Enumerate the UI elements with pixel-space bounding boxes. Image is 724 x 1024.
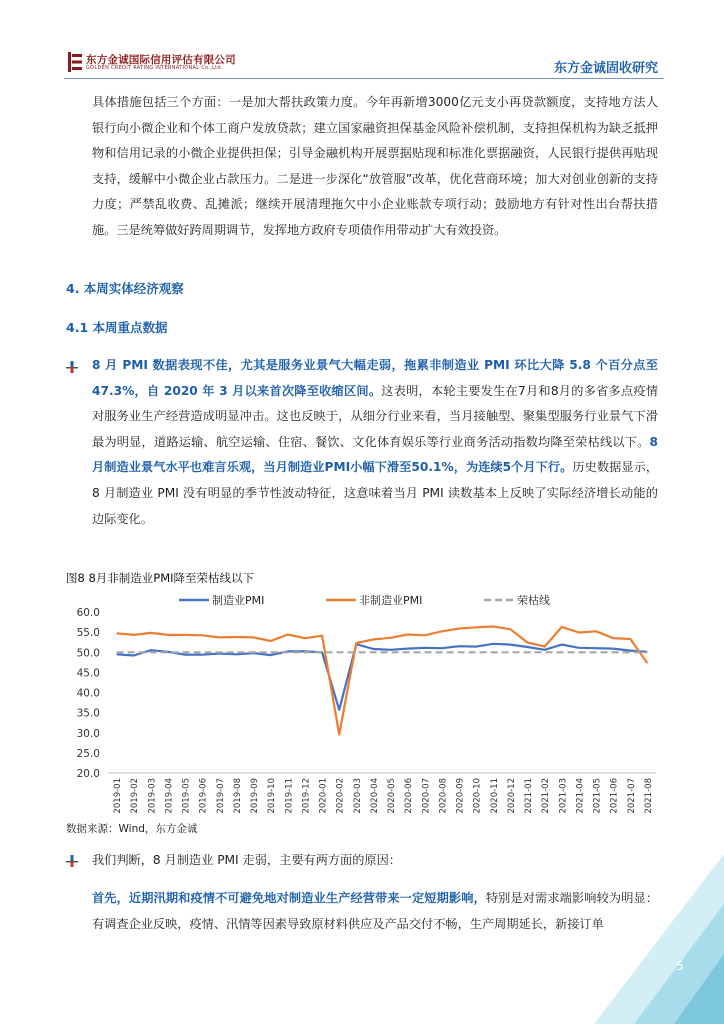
x-tick-label: 2020-10 [472, 778, 483, 814]
subsection-heading: 4.1 本周重点数据 [66, 320, 168, 335]
x-tick-label: 2019-05 [181, 778, 192, 814]
section-heading: 4. 本周实体经济观察 [66, 281, 184, 296]
pmi-line-chart [64, 588, 664, 820]
x-tick-label: 2020-06 [404, 778, 415, 814]
intro-paragraph [92, 90, 658, 244]
x-tick-label: 2021-07 [626, 778, 637, 814]
x-tick-label: 2020-09 [455, 778, 466, 814]
y-tick-label: 55.0 [76, 627, 100, 640]
x-tick-label: 2020-05 [387, 778, 398, 814]
x-tick-label: 2020-02 [335, 778, 346, 814]
x-tick-label: 2020-01 [318, 778, 329, 814]
legend-label: 非制造业PMI [359, 594, 423, 607]
intro-text: 具体措施包括三个方面：一是加大帮扶政策力度。今年再新增3000亿元支小再贷款额度，支持地方法人银行向小微企业和个体工商户发放贷款；建立国家融资担保基金风险补偿机制，支持担保机构为缺乏抵押物和信用记录的小微企业提供担保；引导金融机构开展票据贴现和标准化票据融资，人民银行提供再贴现支持，缓解中小微企业占款压力。二是进一步深化“放管服”改革，优化营商环境；加大对创业创新的支持力度；严禁乱收费、乱摊派；继续开展清理拖欠中小企业账款专项行动；鼓励地方有针对性出台帮扶措施。三是统筹做好跨周期调节，发挥地方政府专项债作用带动扩大有效投资。 [92, 95, 658, 237]
x-tick-label: 2020-12 [506, 778, 517, 814]
y-tick-label: 30.0 [76, 727, 100, 740]
x-tick-label: 2021-04 [575, 778, 586, 814]
y-tick-label: 50.0 [76, 647, 100, 660]
pmi-highlight-2: 8月制造业景气水平也难言乐观，当月制造业PMI小幅下滑至50.1%，为连续5个月下行。 [92, 434, 658, 475]
series-line-1 [117, 627, 648, 735]
legend-label: 制造业PMI [212, 594, 265, 607]
x-tick-label: 2019-01 [113, 778, 124, 814]
x-tick-label: 2019-11 [284, 778, 295, 814]
pmi-text [92, 353, 658, 532]
x-tick-label: 2021-05 [592, 778, 603, 814]
x-tick-label: 2019-07 [215, 778, 226, 814]
company-name-en: GOLDEN CREDIT RATING INTERNATIONAL Co.,Ltd. [86, 65, 223, 71]
y-tick-label: 40.0 [76, 687, 100, 700]
x-tick-label: 2020-04 [369, 778, 380, 814]
y-tick-label: 25.0 [76, 747, 100, 760]
x-tick-label: 2021-06 [609, 778, 620, 814]
y-tick-label: 35.0 [76, 707, 100, 720]
pmi-body-1: 这表明，本轮主要发生在7月和8月的多省多点疫情对服务业生产经营造成明显冲击。这也反映于，从细分行业来看，当月接触型、聚集型服务行业景气下滑最为明显，道路运输、航空运输、住宿、餐饮、文化体育娱乐等行业商务活动指数均降至荣枯线以下。 [92, 383, 658, 449]
bullet-icon [66, 361, 78, 373]
x-tick-label: 2021-08 [643, 778, 654, 814]
legend-label: 荣枯线 [517, 594, 550, 607]
y-tick-label: 60.0 [76, 607, 100, 619]
figure-title: 图8 8月非制造业PMI降至荣枯线以下 [66, 571, 255, 585]
x-tick-label: 2020-08 [438, 778, 449, 814]
x-tick-label: 2019-03 [147, 778, 158, 814]
report-series-title: 东方金诚固收研究 [553, 61, 658, 76]
x-tick-label: 2019-08 [232, 778, 243, 814]
x-tick-label: 2021-03 [558, 778, 569, 814]
pmi-paragraph [92, 353, 658, 532]
first-reason-highlight: 首先，近期汛期和疫情不可避免地对制造业生产经营带来一定短期影响， [92, 891, 486, 905]
x-tick-label: 2020-11 [489, 778, 500, 814]
x-tick-label: 2021-02 [541, 778, 552, 814]
x-tick-label: 2019-12 [301, 778, 312, 814]
page-number: 5 [676, 959, 684, 973]
x-tick-label: 2019-09 [250, 778, 261, 814]
pmi-highlight-1: 8 月 PMI 数据表现不佳，尤其是服务业景气大幅走弱，拖累非制造业 PMI 环比大降 5.8 个百分点至 47.3%，自 2020 年 3 月以来首次降至收缩区间。 [92, 358, 658, 398]
y-tick-label: 20.0 [76, 768, 100, 780]
figure-source: 数据来源：Wind，东方金诚 [66, 823, 198, 835]
x-tick-label: 2020-07 [421, 778, 432, 814]
company-logo-icon [68, 52, 82, 72]
company-name-cn: 东方金诚国际信用评估有限公司 [86, 54, 236, 66]
x-tick-label: 2019-06 [198, 778, 209, 814]
header-divider [64, 78, 664, 79]
x-tick-label: 2020-03 [352, 778, 363, 814]
pmi-body-2: 历史数据显示，8 月制造业 PMI 没有明显的季节性波动特征，这意味着当月 PMI 读数基本上反映了实际经济增长动能的边际变化。 [92, 460, 659, 526]
page-header [0, 0, 724, 80]
first-reason-body: 特别是对需求端影响较为明显：有调查企业反映，疫情、汛情等因素导致原材料供应及产品交付不畅，生产周期延长，新接订单 [92, 891, 659, 931]
judgement-text: 我们判断，8 月制造业 PMI 走弱，主要有两方面的原因： [92, 853, 401, 867]
x-tick-label: 2019-02 [130, 778, 141, 814]
series-line-0 [117, 644, 648, 710]
x-tick-label: 2019-04 [164, 778, 175, 814]
corner-decoration [564, 854, 724, 1024]
bullet-icon [66, 855, 78, 867]
x-tick-label: 2019-10 [267, 778, 278, 814]
y-tick-label: 45.0 [76, 667, 100, 680]
x-tick-label: 2021-01 [524, 778, 535, 814]
